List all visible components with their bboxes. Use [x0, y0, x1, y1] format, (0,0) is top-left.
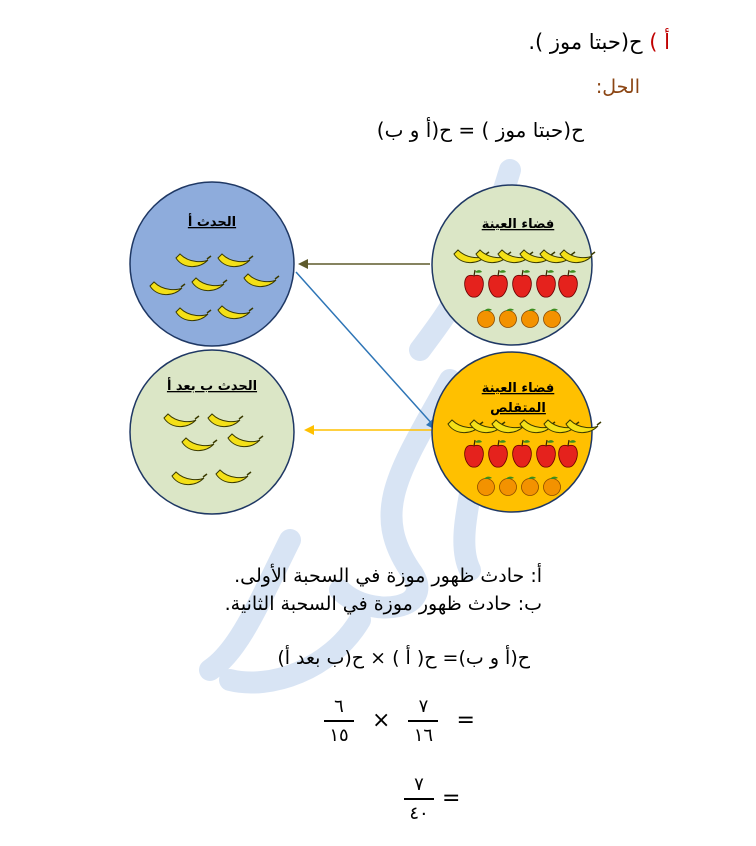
denominator: ١٦: [413, 724, 434, 746]
reduced-label-line1: فضاء العينة: [481, 381, 555, 396]
question-text: ح(حبتا موز ).: [528, 30, 643, 54]
question-line: [528, 30, 670, 54]
sample-space-label: فضاء العينة: [481, 217, 555, 232]
question-letter: أ ): [649, 30, 670, 54]
event-a-circle: [130, 182, 294, 346]
event-a-label: الحدث أ: [187, 215, 237, 230]
solution-label: الحل:: [595, 76, 640, 98]
times-sign: ×: [372, 708, 391, 734]
probability-diagram: [120, 180, 620, 520]
event-b-after-a-circle: [130, 350, 294, 514]
numerator: ٧: [414, 774, 424, 795]
reduced-label-line2: المتقلص: [490, 401, 546, 416]
numerator: ٧: [418, 696, 429, 717]
fraction-6-15: [324, 696, 354, 746]
equation-2: ح(أ و ب)= ح( أ ) × ح(ب بعد أ): [277, 647, 530, 669]
definition-b: ب: حادث ظهور موزة في السحبة الثانية.: [224, 593, 542, 615]
step-1: [324, 696, 475, 746]
arrow-event-a-to-reduced: [296, 272, 434, 426]
equals-sign: =: [456, 708, 475, 734]
equals-sign: =: [442, 786, 461, 812]
fraction-7-16: [408, 696, 438, 746]
event-b-label: الحدث ب بعد أ: [166, 379, 258, 394]
fraction-7-40: [404, 774, 434, 824]
denominator: ١٥: [329, 724, 349, 746]
equation-1: ح(حبتا موز ) = ح(أ و ب): [376, 118, 584, 142]
step-2: [404, 774, 460, 824]
reduced-sample-space-circle: [432, 352, 601, 512]
event-definitions: [225, 562, 542, 618]
sample-space-circle: [432, 185, 595, 345]
denominator: ٤٠: [409, 802, 429, 824]
definition-a: أ: حادث ظهور موزة في السحبة الأولى.: [234, 565, 542, 587]
numerator: ٦: [334, 696, 344, 717]
